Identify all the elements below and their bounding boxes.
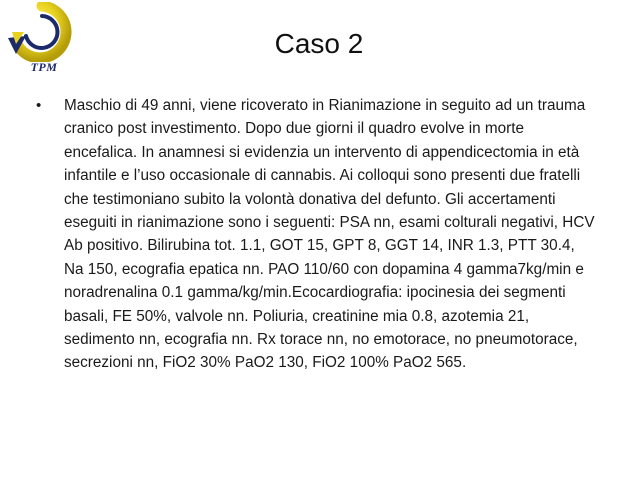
bullet-mark: •	[36, 97, 42, 114]
logo-text: TPM	[30, 60, 58, 74]
bullet-item	[36, 94, 596, 375]
bullet-text: Maschio di 49 anni, viene ricoverato in Rianimazione in seguito ad un trauma cranico post investimento. Dopo due giorni il quadro evolve in morte encefalica. In anamnesi si evidenzia un intervento di appendicectomia in età infantile e l’uso occasionale di cannabis. Ai colloqui sono presenti due fratelli che testimoniano subito la volontà donativa del defunto. Gli accertamenti eseguiti in rianimazione sono i seguenti: PSA nn, esami colturali negativi, HCV Ab positivo. Bilirubina tot. 1.1, GOT 15, GPT 8, GGT 14, INR 1.3, PTT 30.4, Na 150, ecografia epatica nn. PAO 110/60 con dopamina 4 gamma7kg/min e noradrenalina 0.1 gamma/kg/min.Ecocardiografia: ipocinesia dei segmenti basali, FE 50%, valvole nn. Poliuria, creatinine mia 0.8, azotemia 21, sedimento nn, ecografia nn. Rx torace nn, no emotorace, no pneumotorace, secrezioni nn, FiO2 30% PaO2 130, FiO2 100% PaO2 565.	[64, 97, 595, 372]
slide-title: Caso 2	[274, 28, 364, 59]
slide-content	[36, 94, 596, 375]
